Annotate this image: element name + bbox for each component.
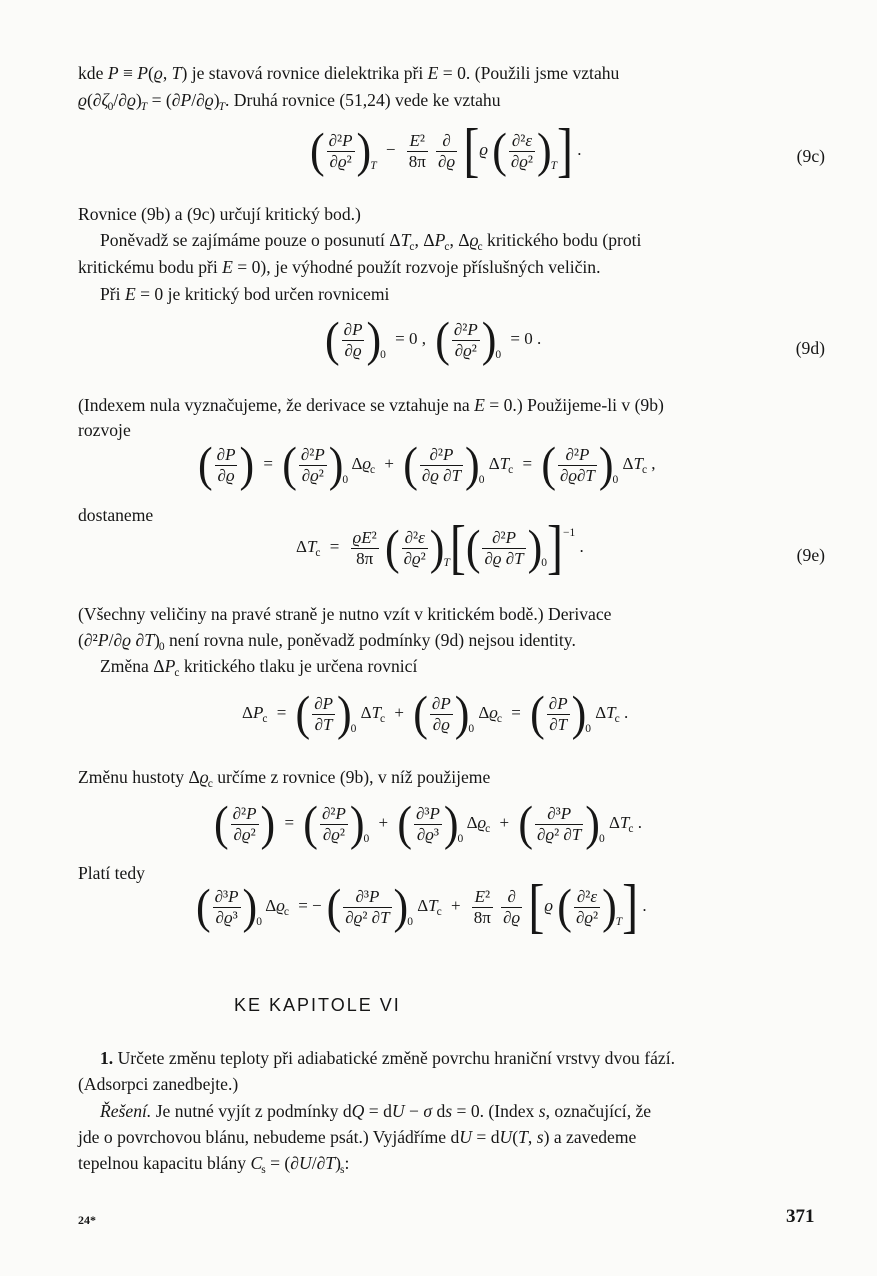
text-line-19: tepelnou kapacitu blány $C_s = (\partial U/\partial T)_s$: (78, 1153, 350, 1176)
eqnum-9c: (9c) (796, 146, 825, 166)
text-line-14: Platí tedy (78, 863, 145, 883)
line1-text: kde P ≡ P(ϱ, T) je stavová rovnice dielektrika při E = 0. (Použili jsme vztahu (78, 63, 620, 83)
equation-9e: $\Delta T_c$ = $\frac{\text{ϱE²}}{8\pi}$ ( $\frac{\text{∂²ε}}{\text{∂ϱ²}}$ )$_T$[( $\frac{\text{∂²P}}{\partial ϱ \partial T}$ )$_0]^{-1}$ . (296, 514, 584, 581)
equation-second-derivative: ( $\frac{\text{∂²P}}{\text{∂ϱ²}}$ ) = ( $\frac{\text{∂²P}}{\text{∂ϱ²}}$ )$_0$ + ( $\frac{\text{∂³P}}{\text{∂ϱ³}}$ )$_0$ $\Delta ϱ_c$ + ( $\frac{\text{∂³P}}{\text{∂ϱ² ∂T}}$ )$_0$ $\Delta T_c$ . (214, 796, 642, 851)
text-line-4: Poněvadž se zajímáme pouze o posunutí $\Delta T_c$, $\Delta P_c$, $\Delta ϱ_c$ kritického bodu (proti (100, 230, 642, 253)
text-line-3: Rovnice (9b) a (9c) určují kritický bod.) (78, 204, 361, 224)
equation-final: ( $\frac{\text{∂³P}}{\text{∂ϱ³}}$ )$_0$ $\Delta ϱ_c$ = − ( $\frac{\text{∂³P}}{\text{∂ϱ² ∂T}}$ )$_0$ $\Delta T_c$ + $\frac{\text{E²}}{8\pi}$ $\frac{\partial}{\partial ϱ}$ [ϱ ( $\frac{\text{∂²ε}}{\text{∂ϱ²}}$ )$_T$] . (196, 873, 647, 940)
equation-pressure-change: $\Delta P_c$ = ( $\frac{\partial P}{\partial T}$ )$_0$ $\Delta T_c$ + ( $\frac{\partial P}{\partial ϱ}$ )$_0$ $\Delta ϱ_c$ = ( $\frac{\partial P}{\partial T}$ )$_0$ $\Delta T_c$ . (242, 686, 629, 741)
text-line-5: kritickému bodu při E = 0), je výhodné použít rozvoje příslušných veličin. (78, 257, 601, 277)
text-line-6: Při E = 0 je kritický bod určen rovnicemi (100, 284, 390, 304)
chapter-heading: KE KAPITOLE VI (234, 995, 401, 1015)
equation-expansion: ( $\frac{\partial P}{\partial ϱ}$ ) = ( $\frac{\text{∂²P}}{\text{∂ϱ²}}$ )$_0$ $\Delta ϱ_c$ + ( $\frac{\text{∂²P}}{\partial ϱ \partial T}$ )$_0$ $\Delta T_c$ = ( $\frac{\text{∂²P}}{\partial ϱ\partial T}$ )$_0$ $\Delta T_c$ , (198, 437, 656, 492)
text-line-13: Změnu hustoty $\Delta ϱ_c$ určíme z rovnice (9b), v níž použijeme (78, 767, 491, 790)
text-line-12: Změna $\Delta P_c$ kritického tlaku je určena rovnicí (100, 656, 418, 679)
eqnum-9d: (9d) (795, 338, 825, 358)
text-line-1 (78, 62, 619, 84)
text-line-9: dostaneme (78, 505, 154, 525)
page-number: 371 (786, 1206, 815, 1227)
equation-9d: ( $\frac{\partial P}{\partial ϱ}$ )$_0 = 0$ , ( $\frac{\text{∂²P}}{\text{∂ϱ²}}$ )$_0 = 0$ . (325, 312, 542, 367)
text-line-18: jde o povrchovou blánu, nebudeme psát.) Vyjádříme dU = dU(T, s) a zavedeme (78, 1127, 637, 1147)
text-line-7: (Indexem nula vyznačujeme, že derivace se vztahuje na E = 0.) Použijeme-li v (9b) (78, 395, 664, 415)
text-line-17: Řešení. Je nutné vyjít z podmínky dQ = dU − σ ds = 0. (Index s, označující, že (100, 1101, 652, 1121)
text-line-10: (Všechny veličiny na pravé straně je nutno vzít v kritickém bodě.) Derivace (78, 604, 612, 624)
text-line-16: (Adsorpci zanedbejte.) (78, 1074, 239, 1094)
text-line-11: (∂²P/∂ϱ $\partial T)_0$ není rovna nule, poněvadž podmínky (9d) nejsou identity. (78, 630, 576, 653)
equation-9c: ( $\frac{\text{∂²P}}{\text{∂ϱ²}}$ )$_T$ − $\frac{\text{E²}}{8\pi}$ $\frac{\partial}{\partial ϱ}$ [ϱ ( $\frac{\text{∂²ε}}{\text{∂ϱ²}}$ )$_T$] . (310, 117, 582, 184)
eqnum-9e: (9e) (796, 545, 825, 565)
text-line-15: 1. Určete změnu teploty při adiabatické změně povrchu hraniční vrstvy dvou fází. (100, 1048, 676, 1068)
text-line-2: $ϱ(\partial\zeta_0/\partial ϱ)_T = (\partial P/\partial ϱ)_T$. Druhá rovnice (51,24) vede ke vztahu (78, 90, 501, 113)
text-line-8: rozvoje (78, 420, 131, 440)
signature-mark: 24* (78, 1213, 96, 1227)
